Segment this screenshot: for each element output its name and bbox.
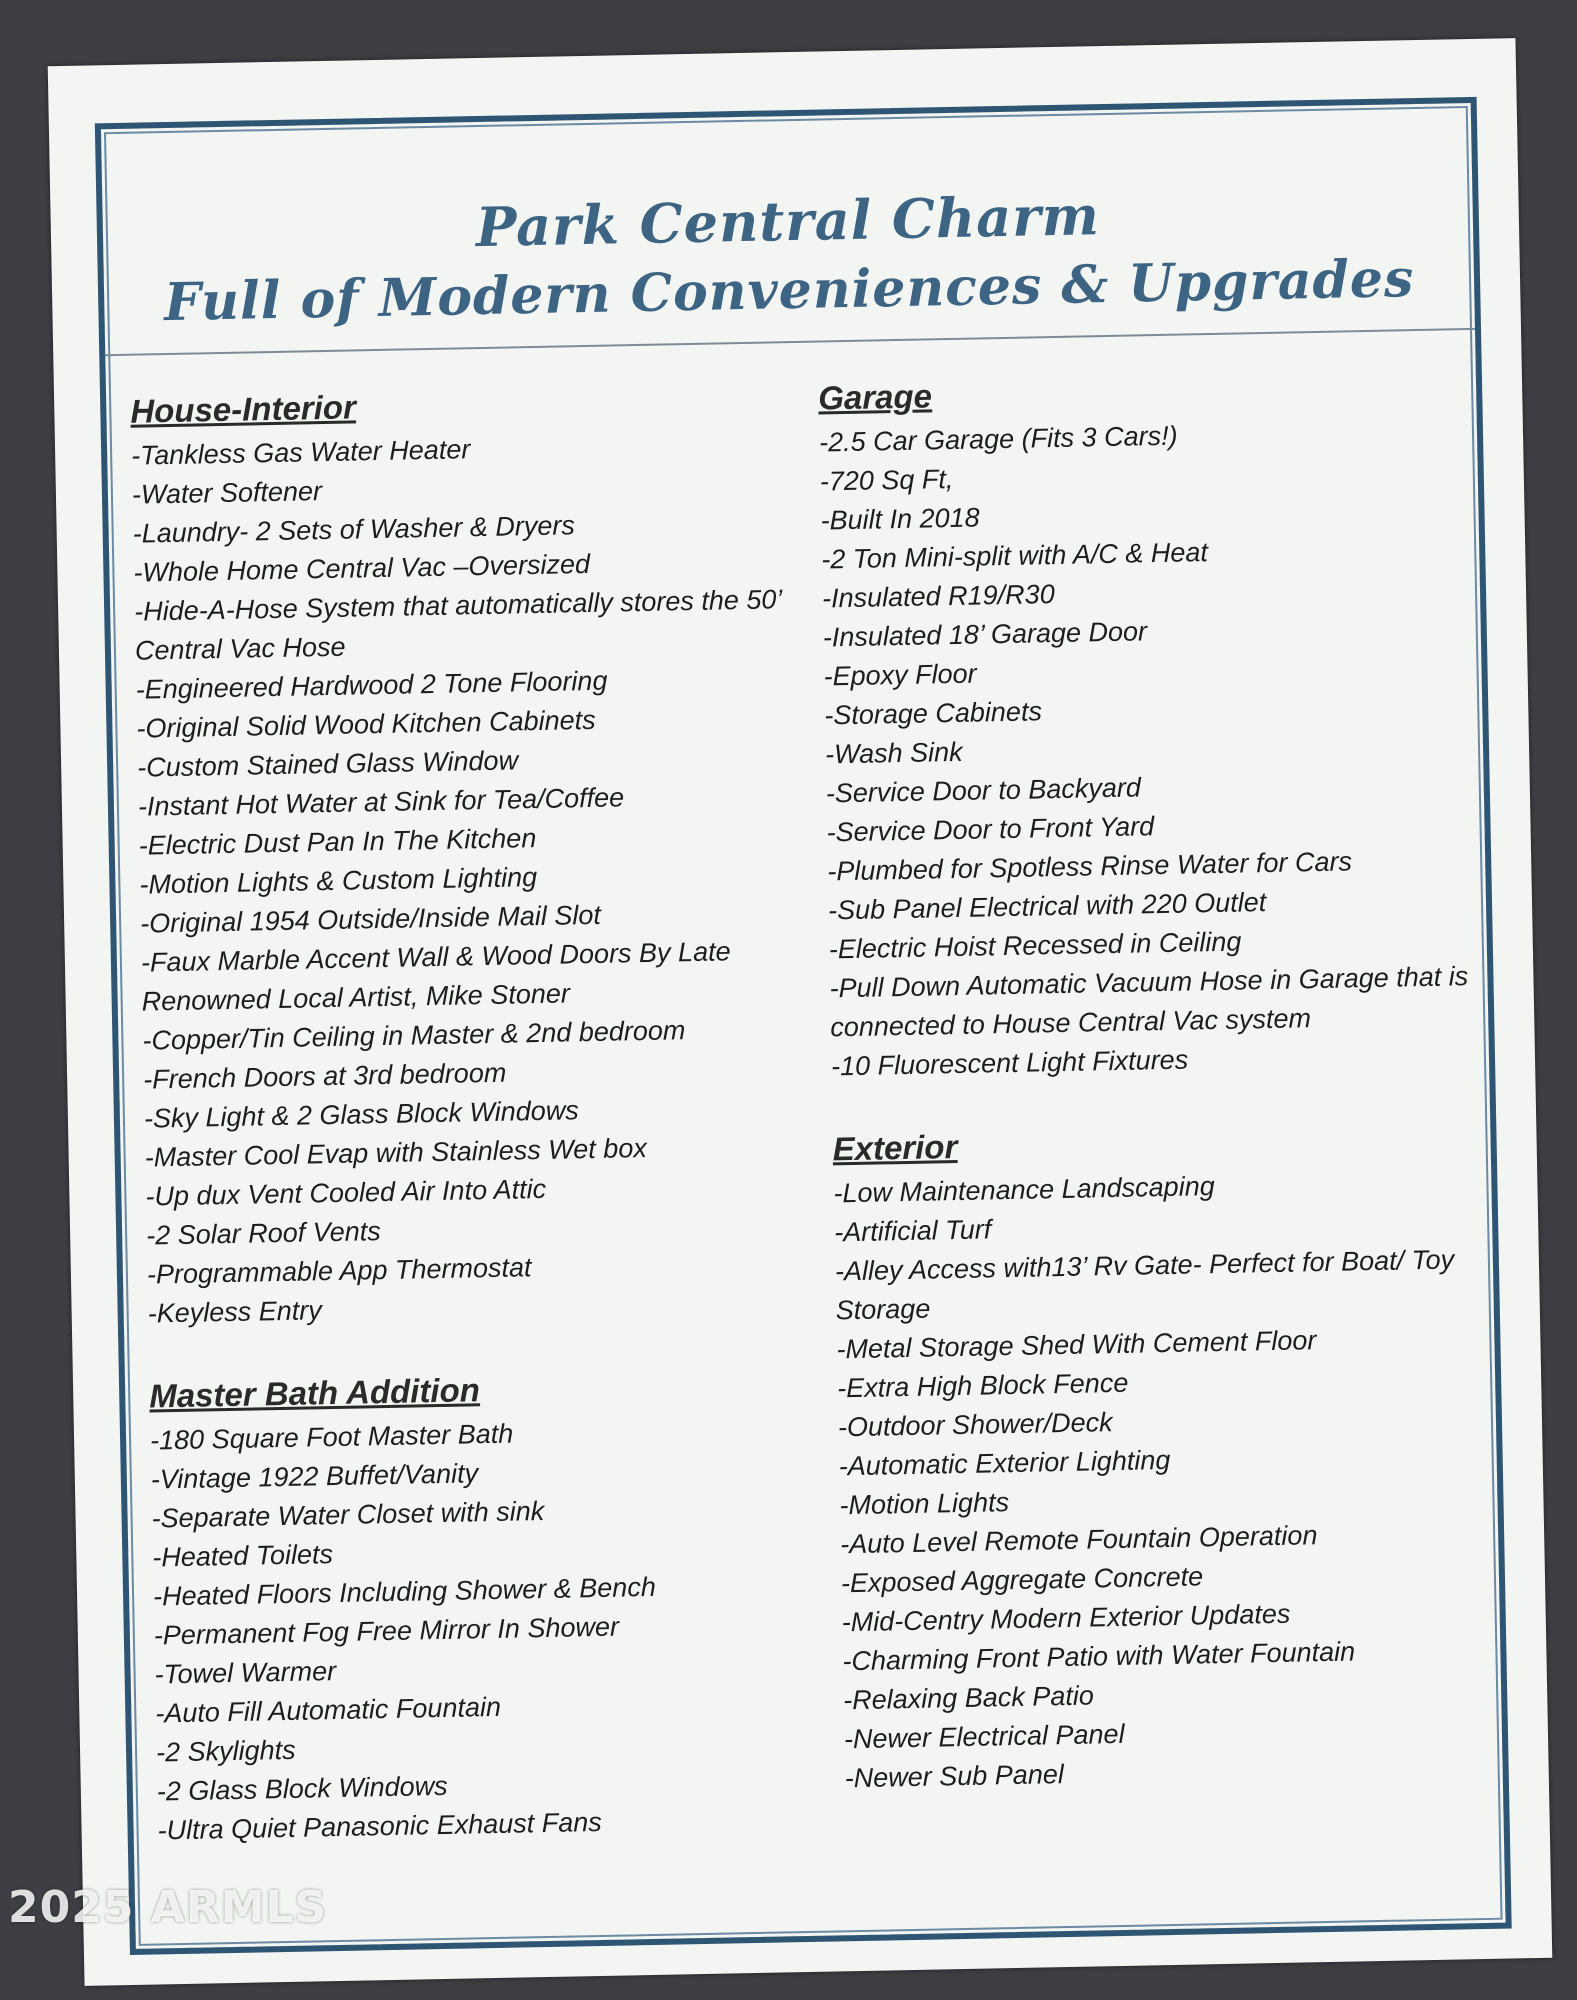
feature-item: -Original 1954 Outside/Inside Mail Slot	[139, 899, 602, 939]
feature-item: -Ultra Quiet Panasonic Exhaust Fans	[157, 1806, 603, 1846]
feature-item: -Relaxing Back Patio	[842, 1680, 1095, 1716]
flyer-paper	[48, 38, 1553, 1986]
feature-item: -Storage Cabinets	[824, 696, 1043, 731]
feature-item: -Metal Storage Shed With Cement Floor	[836, 1325, 1317, 1365]
feature-item: -Newer Electrical Panel	[843, 1718, 1125, 1755]
feature-item: -Up dux Vent Cooled Air Into Attic	[145, 1173, 547, 1212]
feature-item: -Low Maintenance Landscaping	[833, 1171, 1215, 1209]
section-heading: Master Bath Addition	[148, 1371, 481, 1415]
title-line-1: Park Central Charm	[475, 183, 1101, 260]
feature-item: -10 Fluorescent Light Fixtures	[830, 1044, 1189, 1082]
feature-item: -Heated Toilets	[152, 1539, 334, 1573]
feature-item: -Heated Floors Including Shower & Bench	[152, 1571, 657, 1612]
feature-item: -Custom Stained Glass Window	[136, 745, 519, 783]
feature-item: -Keyless Entry	[147, 1295, 322, 1329]
left-column	[130, 378, 809, 1892]
feature-item: -Auto Level Remote Fountain Operation	[839, 1520, 1318, 1560]
feature-item: -Artificial Turf	[833, 1214, 992, 1248]
feature-item: -720 Sq Ft,	[819, 463, 954, 497]
feature-item: -Whole Home Central Vac –Oversized	[133, 548, 591, 588]
section-house-interior	[130, 378, 798, 1333]
feature-item: -Electric Dust Pan In The Kitchen	[138, 823, 537, 861]
feature-item: -Charming Front Patio with Water Fountain	[842, 1636, 1356, 1677]
feature-item: -Auto Fill Automatic Fountain	[155, 1691, 502, 1729]
feature-item: -Instant Hot Water at Sink for Tea/Coffee	[137, 782, 625, 822]
feature-list	[819, 411, 1492, 1087]
feature-item: -Master Cool Evap with Stainless Wet box	[144, 1132, 648, 1173]
feature-item: -Towel Warmer	[154, 1656, 337, 1690]
section-heading: House-Interior	[129, 388, 357, 430]
feature-item: -Insulated 18’ Garage Door	[822, 616, 1148, 653]
feature-item: -Exposed Aggregate Concrete	[840, 1561, 1204, 1599]
feature-item: -2 Solar Roof Vents	[145, 1216, 382, 1251]
feature-item: -Water Softener	[131, 476, 323, 510]
feature-item: -2.5 Car Garage (Fits 3 Cars!)	[818, 420, 1178, 458]
section-heading: Garage	[817, 377, 933, 417]
feature-item: -French Doors at 3rd bedroom	[142, 1057, 507, 1095]
feature-item: -Outdoor Shower/Deck	[837, 1407, 1113, 1443]
flyer-title	[102, 173, 1474, 339]
feature-item: -Engineered Hardwood 2 Tone Flooring	[135, 665, 608, 705]
right-column	[818, 365, 1506, 1840]
feature-item: -Sky Light & 2 Glass Block Windows	[143, 1095, 580, 1134]
feature-item: -Service Door to Front Yard	[826, 811, 1155, 848]
flyer-border-frame	[95, 97, 1512, 1955]
feature-item: -Faux Marble Accent Wall & Wood Doors By Late Renowned Local Artist, Mike Stoner	[140, 936, 731, 1017]
feature-item: -Permanent Fog Free Mirror In Shower	[153, 1611, 620, 1651]
feature-item: -Motion Lights & Custom Lighting	[139, 862, 538, 900]
feature-item: -Copper/Tin Ceiling in Master & 2nd bedroom	[142, 1015, 686, 1056]
feature-item: -Motion Lights	[839, 1487, 1010, 1521]
section-exterior	[832, 1116, 1505, 1799]
feature-item: -Newer Sub Panel	[844, 1759, 1065, 1794]
feature-item: -Extra High Block Fence	[836, 1367, 1129, 1404]
feature-item: -Epoxy Floor	[823, 658, 977, 692]
feature-item: -Vintage 1922 Buffet/Vanity	[150, 1458, 479, 1495]
feature-list	[131, 424, 798, 1333]
feature-item: -Sub Panel Electrical with 220 Outlet	[827, 887, 1267, 926]
feature-item: -Original Solid Wood Kitchen Cabinets	[136, 704, 596, 744]
feature-item: -Alley Access with13’ Rv Gate- Perfect for Boat/ Toy Storage	[834, 1244, 1455, 1326]
feature-item: -Pull Down Automatic Vacuum Hose in Garage that is connected to House Central Vac system	[829, 961, 1469, 1043]
feature-item: -Hide-A-Hose System that automatically stores the 50’ Central Vac Hose	[133, 584, 782, 666]
feature-list	[833, 1162, 1505, 1799]
feature-list	[150, 1409, 808, 1850]
feature-item: -Electric Hoist Recessed in Ceiling	[828, 926, 1242, 965]
feature-item: -180 Square Foot Master Bath	[149, 1418, 514, 1456]
feature-item: -Automatic Exterior Lighting	[838, 1444, 1171, 1482]
section-master-bath-addition	[149, 1363, 808, 1850]
feature-item: -Laundry- 2 Sets of Washer & Dryers	[132, 510, 576, 549]
section-heading: Exterior	[832, 1128, 958, 1168]
armls-watermark: 2025 ARMLS	[8, 1882, 328, 1933]
feature-item: -Built In 2018	[820, 502, 980, 536]
feature-item: -Plumbed for Spotless Rinse Water for Cars	[827, 846, 1353, 887]
feature-item: -Wash Sink	[824, 736, 963, 770]
feature-item: -Tankless Gas Water Heater	[130, 434, 471, 471]
feature-item: -2 Skylights	[155, 1734, 296, 1768]
feature-item: -Mid-Centry Modern Exterior Updates	[841, 1598, 1291, 1638]
feature-item: -Separate Water Closet with sink	[151, 1496, 545, 1534]
feature-item: -Insulated R19/R30	[821, 579, 1055, 614]
section-garage	[818, 365, 1491, 1087]
title-line-2: Full of Modern Conveniences & Upgrades	[163, 248, 1415, 334]
feature-item: -Programmable App Thermostat	[146, 1252, 532, 1290]
feature-item: -2 Glass Block Windows	[156, 1770, 448, 1807]
feature-item: -Service Door to Backyard	[825, 772, 1142, 809]
feature-item: -2 Ton Mini-split with A/C & Heat	[821, 537, 1209, 575]
